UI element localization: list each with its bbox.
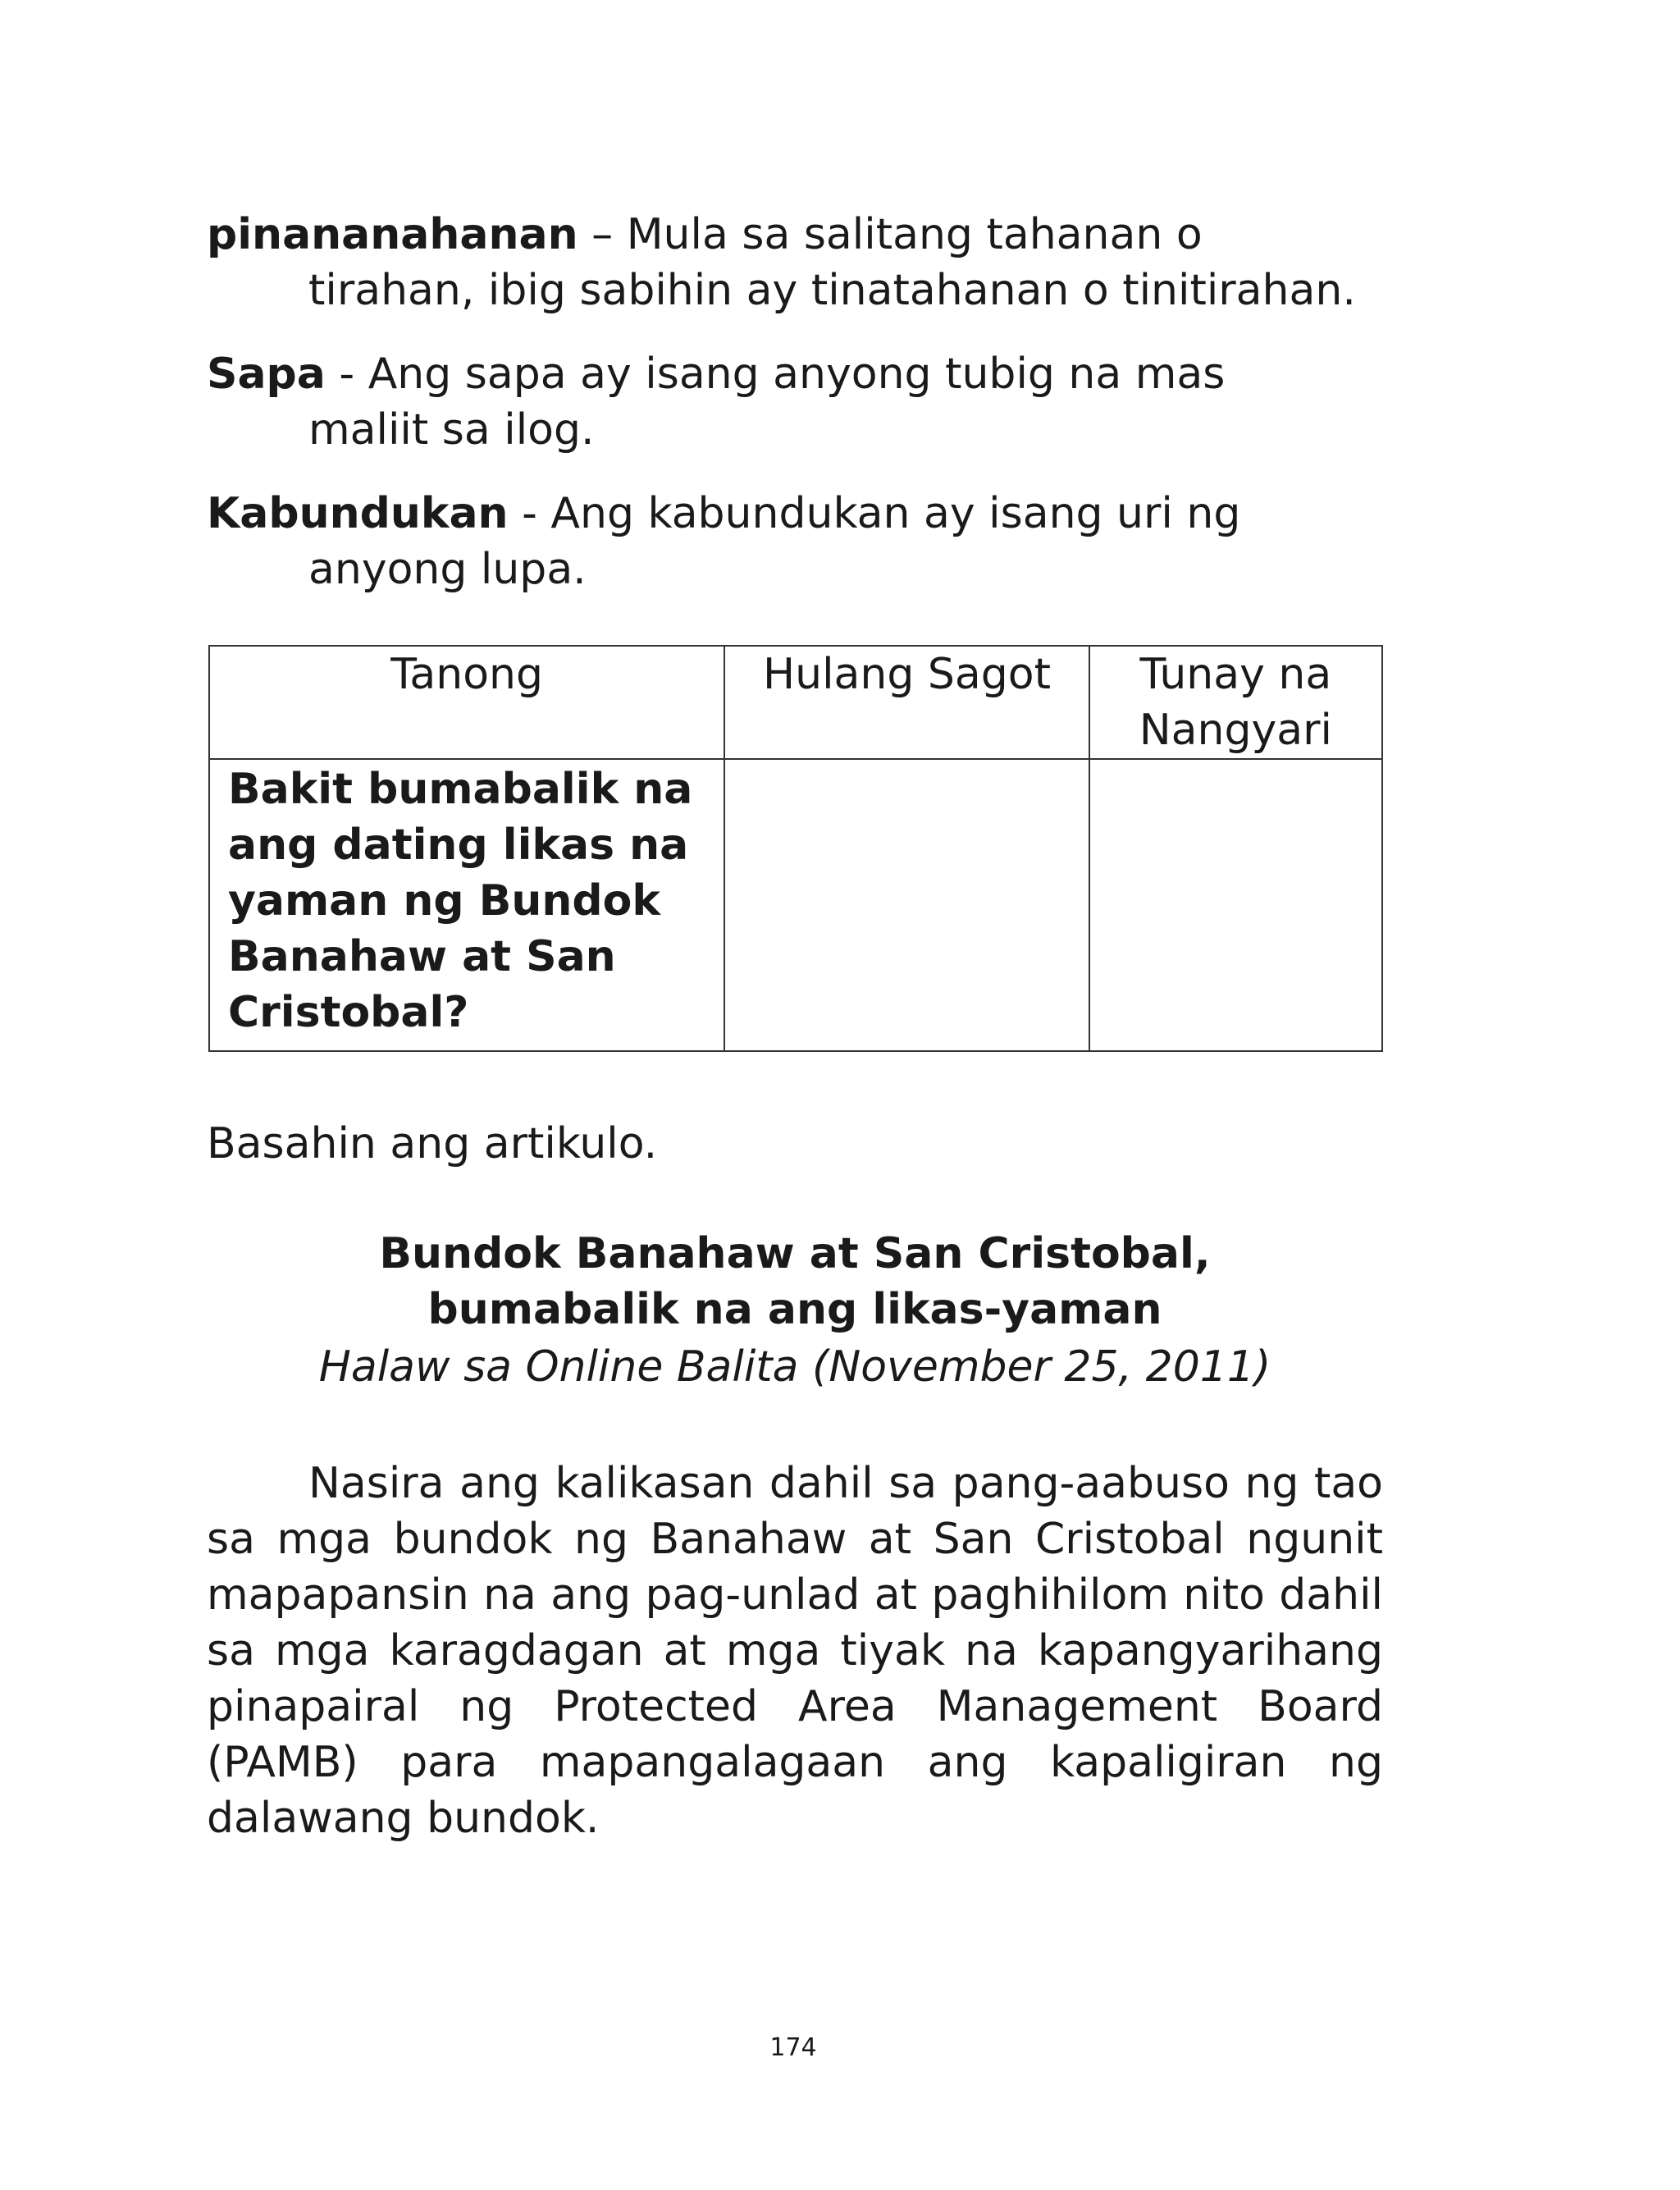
header-hulang-sagot: Hulang Sagot — [724, 646, 1089, 759]
instruction-text: Basahin ang artikulo. — [207, 1119, 658, 1168]
article-body: Nasira ang kalikasan dahil sa pang-aabuso ng tao sa mga bundok ng Banahaw at San Cristobal ngunit mapapansin na ang pag-unlad at paghihilom nito dahil sa mga karagdagan at mga tiyak na kapangyarihang pinapairal ng Protected Area Management Board (PAMB) para mapangalagaan ang kapaligiran ng dalawang bundok. — [207, 1459, 1383, 1843]
actual-answer-cell[interactable] — [1089, 759, 1382, 1051]
definition-separator: - — [325, 350, 368, 399]
article-source: Halaw sa Online Balita (November 25, 2011) — [318, 1342, 1271, 1392]
article-title-line-2: bumabalik na ang likas-yaman — [427, 1285, 1162, 1334]
definition-term: Sapa — [207, 350, 326, 399]
definition-term: pinananahanan — [207, 210, 578, 259]
definition-text: Mula sa salitang tahanan o — [626, 210, 1203, 259]
definition-text-continued: anyong lupa. — [308, 545, 587, 594]
table-row — [209, 759, 1382, 1051]
question-cell: Bakit bumabalik na ang dating likas na yaman ng Bundok Banahaw at San Cristobal? — [209, 759, 724, 1051]
definition-text: Ang kabundukan ay isang uri ng — [550, 489, 1241, 538]
definition-text-continued: maliit sa ilog. — [308, 405, 595, 455]
definition-text-continued: tirahan, ibig sabihin ay tinatahanan o tinitirahan. — [308, 266, 1356, 315]
guess-answer-cell[interactable] — [724, 759, 1089, 1051]
table-header-row — [209, 646, 1382, 759]
definition-text: Ang sapa ay isang anyong tubig na mas — [368, 350, 1226, 399]
definition-term: Kabundukan — [207, 489, 509, 538]
definition-separator: - — [508, 489, 551, 538]
definition-kabundukan — [207, 486, 1396, 597]
header-tanong: Tanong — [209, 646, 724, 759]
definition-separator: – — [578, 210, 627, 259]
header-tunay-na-nangyari: Tunay na Nangyari — [1089, 646, 1382, 759]
page-number: 174 — [769, 2033, 817, 2062]
definition-sapa — [207, 346, 1396, 458]
prediction-table — [208, 645, 1383, 1052]
definition-pinananahanan — [207, 207, 1396, 318]
article-title-line-1: Bundok Banahaw at San Cristobal, — [379, 1229, 1211, 1278]
